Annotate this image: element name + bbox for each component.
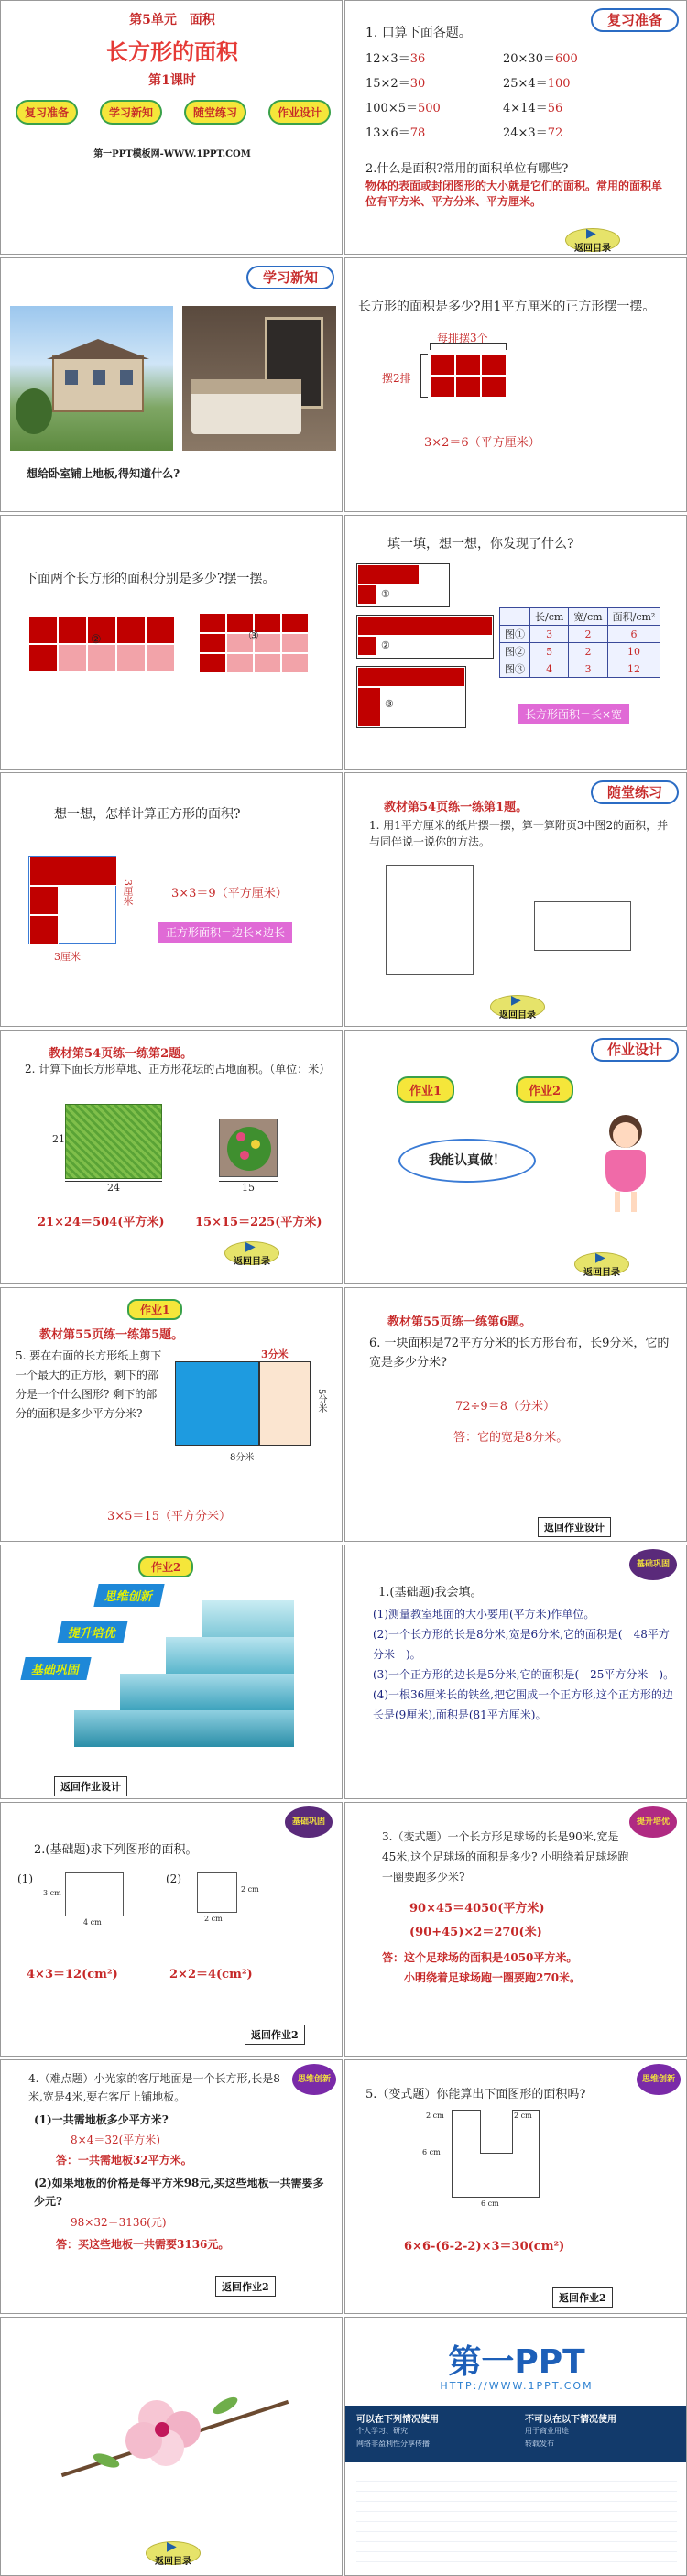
dim-2cm-a: 2 cm [426,2112,444,2120]
table-row: 图② 5 2 10 [500,643,660,660]
back-to-menu-button[interactable]: ▶ 返回目录 [146,2538,201,2565]
bedroom-image [182,306,336,451]
house-image [10,306,173,451]
speech-bubble: 我能认真做！ [398,1139,536,1183]
dim-2cm-a: 2 cm [241,1885,259,1894]
question-text: 填一填，想一想，你发现了什么? [387,537,574,551]
unit-label: 第5单元 面积 [129,13,215,27]
homework-1-label: 作业1 [127,1299,182,1320]
back-to-menu-button[interactable]: ▶ 返回目录 [490,991,545,1019]
slide-homework-1-q6 [344,1287,687,1542]
homework-tag: 作业设计 [591,1038,679,1062]
calc-1: 8×4＝32(平方米) [71,2134,160,2146]
question-2: 2.什么是面积?常用的面积单位有哪些? [365,162,569,176]
slide-practice-2 [0,1030,343,1284]
square-figure [28,856,116,944]
slide-innovation-q5 [344,2059,687,2314]
back-to-homework-button[interactable]: 返回作业设计 [538,1517,611,1537]
calc-2: (90+45)×2＝270(米) [409,1926,542,1939]
menu-homework-button[interactable]: 作业设计 [268,100,331,125]
play-icon: ▶ [511,993,521,1008]
menu-practice-button[interactable]: 随堂练习 [184,100,246,125]
slide-flower [0,2317,343,2576]
table-header-row: 长/cm 宽/cm 面积/cm² [500,608,660,626]
play-icon: ▶ [595,1250,605,1265]
source-text: 教材第54页练一练第2题。 [49,1047,193,1061]
shape-figure [452,2110,540,2198]
calc-item: 25×4＝100 [503,77,571,91]
answer-text: 答：它的宽是8分米。 [453,1431,569,1445]
w2-label: 15 [219,1181,278,1194]
usage-left-heading: 可以在下列情况使用 [356,2415,439,2425]
side-h-label: 3厘米 [54,951,81,963]
calc-item: 100×5＝500 [365,102,441,115]
fig-1-label: (1) [17,1872,33,1885]
slide-title [0,0,343,255]
question-text: 4.（难点题）小光家的客厅地面是一个长方形,长是8米,宽是4米,要在客厅上铺地板。 [28,2072,280,2103]
fig-3: ③ [356,666,466,728]
link-list [356,2472,677,2563]
formula: 3×2＝6（平方厘米） [424,436,540,450]
homework-1-button[interactable]: 作业1 [397,1076,454,1103]
calc-text: 6×6-(6-2-2)×3＝30(cm²) [404,2240,565,2254]
back-to-homework-2-button[interactable]: 返回作业2 [552,2287,613,2308]
side-v-label: 3厘米 [122,879,134,906]
formula-box: 长方形面积＝长×宽 [518,704,629,724]
col-label: 摆2排 [382,372,411,385]
usage-banner [345,2406,687,2462]
badge: 基础巩固 [629,1549,677,1580]
calc-text: 72÷9＝8（分米） [455,1400,555,1414]
source-text: 教材第55页练一练第5题。 [39,1328,184,1342]
question-text: 6. 一块面积是72平方分米的长方形台布，长9分米，它的宽是多少分米? [369,1337,670,1370]
dim-6cm-a: 6 cm [422,2148,441,2156]
fig-2-label: (2) [166,1872,181,1885]
usage-left-line: 个人学习、研究 [356,2427,408,2435]
answer-1: 21×24＝504(平方米) [38,1216,165,1229]
rect-2 [28,617,175,671]
unit-grid [430,354,507,398]
slide-two-rects [0,515,343,770]
list-item: (4)一根36厘米长的铁丝,把它围成一个正方形,这个正方形的边长是(9厘米),面积是(81平方厘米)。 [373,1688,673,1721]
homework-2-label: 作业2 [138,1556,193,1577]
rect-3 [199,613,309,673]
answer-2: 物体的表面或封闭图形的大小就是它们的面积。常用的面积单位有平方米、平方分米、平方厘米。 [365,180,663,208]
question-text: 5.（变式题）你能算出下面图形的面积吗? [365,2088,586,2101]
calc-list [365,49,640,140]
answer-text: 3×5＝15（平方分米） [107,1510,231,1523]
rect-2-label: ② [91,633,102,647]
slide-table [344,515,687,770]
answer-1: 答：一共需地板32平方米。 [56,2154,192,2167]
remaining-rect [259,1361,311,1446]
brace-top [430,343,507,350]
step-innovation-button[interactable]: 思维创新 [93,1584,164,1607]
data-table [499,607,660,678]
practice-tag: 随堂练习 [591,780,679,804]
usage-left-line: 网络非盈利性分享传播 [356,2440,430,2448]
fill-list [373,1604,675,1725]
question-text: 2. 计算下面长方形草地、正方形花坛的占地面积。（单位：米） [25,1063,331,1075]
learn-tag: 学习新知 [246,266,334,289]
menu-review-button[interactable]: 复习准备 [16,100,78,125]
formula-box: 正方形面积＝边长×边长 [158,922,292,943]
calc-item: 12×3＝36 [365,52,426,66]
dim-2cm-b: 2 cm [204,1915,223,1923]
brand-logo: 第一PPT [448,2343,585,2381]
question-text: 5. 要在右面的长方形纸上剪下一个最大的正方形，剩下的部分是一个什么图形? 剩下的部分的面积是多少平方分米? [16,1349,162,1420]
calc-item: 20×30＝600 [503,52,578,66]
usage-right-line: 转载发布 [525,2440,554,2448]
answer-2: 2×2＝4(cm²) [169,1968,253,1981]
slide-brand [344,2317,687,2576]
girl-illustration [598,1115,653,1216]
answer-1: 答：这个足球场的面积是4050平方米。 [382,1951,578,1964]
dim-4cm: 4 cm [83,1918,102,1927]
question-text: 2.(基础题)求下列图形的面积。 [34,1843,198,1857]
paper-rect-1 [386,865,474,975]
cut-square [175,1361,259,1446]
dim-2cm-b: 2 cm [514,2112,532,2120]
row-label: 每排摆3个 [437,332,488,344]
calc-text: 3×3＝9（平方厘米） [171,887,288,901]
slide-practice-1 [344,772,687,1027]
slide-homework-menu [344,1030,687,1284]
calc-item: 24×3＝72 [503,126,563,140]
rect-3-label: ③ [248,629,259,643]
calc-item: 4×14＝56 [503,102,563,115]
source-text: 教材第54页练一练第1题。 [384,801,529,814]
part-2: (2)如果地板的价格是每平方米98元,买这些地板一共需要多少元? [34,2177,324,2208]
badge: 思维创新 [292,2064,336,2095]
question-1: 1. 口算下面各题。 [365,26,472,40]
dim-3cm: 3 cm [43,1889,61,1897]
answer-2: 小明绕着足球场跑一圈要跑270米。 [404,1971,582,1984]
h1-label: 21 [52,1133,65,1145]
dim-6cm-b: 6 cm [481,2199,499,2208]
menu [16,100,331,125]
photo-caption: 想给卧室铺上地板,得知道什么? [27,467,180,480]
question-text: 想一想，怎样计算正方形的面积? [54,807,241,822]
question-text: 下面两个长方形的面积分别是多少?摆一摆。 [25,572,276,586]
paper-rect-2 [534,901,631,951]
back-to-menu-button[interactable]: ▶ 返回目录 [224,1238,279,1265]
slide-square [0,772,343,1027]
slide-photos [0,257,343,512]
fig-1-rect [65,1872,124,1916]
homework-2-button[interactable]: 作业2 [516,1076,573,1103]
back-to-homework-button[interactable]: 返回作业设计 [54,1776,127,1796]
table-row: 图① 3 2 6 [500,626,660,643]
badge: 基础巩固 [285,1806,333,1838]
step-basic-button[interactable]: 基础巩固 [20,1657,91,1680]
slide-basic-q2 [0,1802,343,2057]
flower-bed [219,1119,278,1177]
slide-improve-q3 [344,1802,687,2057]
slide-homework-1-q5 [0,1287,343,1542]
calc-item: 13×6＝78 [365,126,426,140]
dim-5: 5分米 [316,1389,326,1414]
answer-2: 答：买这些地板一共需要3136元。 [56,2238,230,2251]
grass-rect [65,1104,162,1179]
play-icon: ▶ [167,2539,177,2554]
list-item: (2)一个长方形的长是8分米,宽是6分米,它的面积是( 48平方分米 )。 [373,1628,670,1661]
fig-2: ② [356,615,494,659]
menu-learn-button[interactable]: 学习新知 [100,100,162,125]
question-text: 3.（变式题）一个长方形足球场的长是90米,宽是45米,这个足球场的面积是多少? 小明绕着足球场跑一圈要跑多少米? [382,1830,629,1883]
question-text: 1.(基础题)我会填。 [378,1586,483,1599]
back-to-menu-button[interactable]: ▶ 返回目录 [565,224,620,252]
calc-2: 98×32＝3136(元) [71,2216,167,2229]
footer-text: 第一PPT模板网-WWW.1PPT.COM [93,149,251,159]
list-item: (3)一个正方形的边长是5分米,它的面积是( 25平方分米 )。 [373,1668,675,1681]
review-tag: 复习准备 [591,8,679,32]
badge: 思维创新 [637,2064,681,2095]
question-area: 长方形的面积是多少?用1平方厘米的正方形摆一摆。 [358,300,656,314]
dim-8: 8分米 [230,1453,255,1463]
usage-right-line: 用于商业用途 [525,2427,569,2435]
slide-innovation-q4 [0,2059,343,2314]
slide-basic-q1 [344,1545,687,1799]
fig-2-square [197,1872,237,1913]
brace-left [420,354,428,398]
list-item: (1)测量教室地面的大小要用(平方米)作单位。 [373,1608,595,1621]
answer-2: 15×15＝225(平方米) [195,1216,322,1229]
lesson-label: 第1课时 [148,73,196,88]
calc-item: 15×2＝30 [365,77,426,91]
back-to-homework-2-button[interactable]: 返回作业2 [245,2025,305,2045]
step-improve-button[interactable]: 提升培优 [57,1621,127,1643]
fig-1: ① [356,563,450,607]
back-to-menu-button[interactable]: ▶ 返回目录 [574,1249,629,1276]
answer-1: 4×3＝12(cm²) [27,1968,118,1981]
badge: 提升培优 [629,1806,677,1838]
play-icon: ▶ [245,1239,256,1254]
back-to-homework-2-button[interactable]: 返回作业2 [215,2276,276,2297]
slide-review [344,0,687,255]
question-text: 1. 用1平方厘米的纸片摆一摆，算一算附页3中图2的面积，并与同伴说一说你的方法。 [369,819,669,848]
usage-right-heading: 不可以在以下情况使用 [525,2415,616,2425]
brand-url[interactable]: HTTP://WWW.1PPT.COM [440,2380,594,2392]
table-row: 图③ 4 3 12 [500,660,660,678]
calc-1: 90×45＝4050(平方米) [409,1902,545,1916]
source-text: 教材第55页练一练第6题。 [387,1315,532,1329]
part-1: (1)一共需地板多少平方米? [34,2113,169,2126]
dim-3: 3分米 [261,1348,289,1360]
play-icon: ▶ [586,226,596,241]
w1-label: 24 [65,1181,162,1194]
flower-image [38,2345,312,2519]
page-title: 长方形的面积 [106,38,238,65]
slide-homework-2-menu [0,1545,343,1799]
slide-3x2 [344,257,687,512]
stairs [65,1591,303,1756]
